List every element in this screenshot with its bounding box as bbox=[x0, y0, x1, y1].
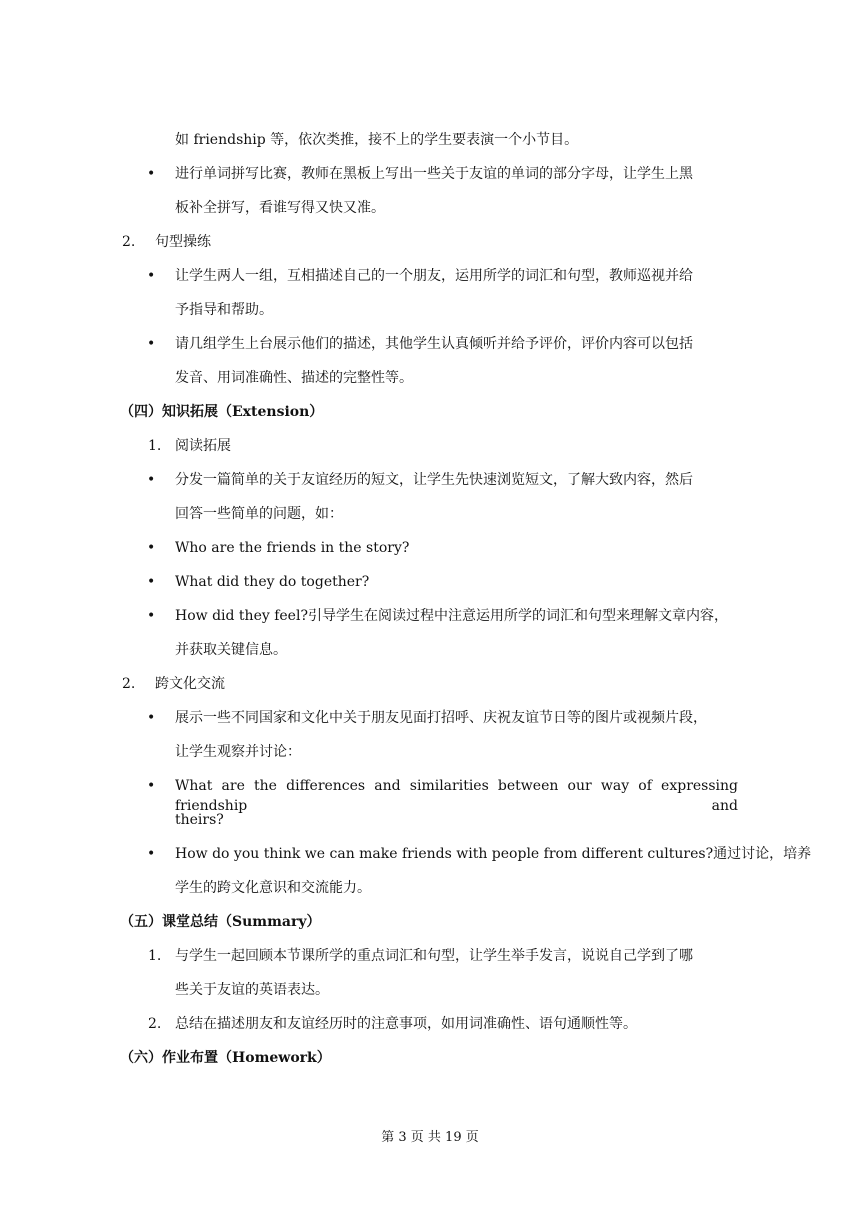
paragraph-line: 让学生两人一组，互相描述自己的一个朋友，运用所学的词汇和句型，教师巡视并给 bbox=[175, 268, 693, 284]
paragraph-line: What did they do together? bbox=[175, 574, 370, 590]
section-title: 句型操练 bbox=[155, 234, 211, 250]
paragraph-line: 学生的跨文化意识和交流能力。 bbox=[175, 880, 371, 896]
bullet-icon: • bbox=[147, 608, 156, 624]
paragraph-line: 与学生一起回顾本节课所学的重点词汇和句型，让学生举手发言，说说自己学到了哪 bbox=[175, 948, 693, 964]
section-heading: （六）作业布置（Homework） bbox=[120, 1050, 331, 1066]
list-number: 2. bbox=[148, 1016, 162, 1032]
paragraph-line: 让学生观察并讨论： bbox=[175, 744, 301, 760]
paragraph-line: 些关于友谊的英语表达。 bbox=[175, 982, 329, 998]
paragraph-line: 展示一些不同国家和文化中关于朋友见面打招呼、庆祝友谊节日等的图片或视频片段， bbox=[175, 710, 707, 726]
paragraph-line: Who are the friends in the story? bbox=[175, 540, 410, 556]
paragraph-line: 回答一些简单的问题，如： bbox=[175, 506, 343, 522]
section-title: 阅读拓展 bbox=[175, 438, 231, 454]
paragraph-line: 分发一篇简单的关于友谊经历的短文，让学生先快速浏览短文，了解大致内容，然后 bbox=[175, 472, 693, 488]
bullet-icon: • bbox=[147, 778, 156, 794]
paragraph-line: 如 friendship 等，依次类推，接不上的学生要表演一个小节目。 bbox=[175, 132, 579, 148]
bullet-icon: • bbox=[147, 846, 156, 862]
paragraph-line: What are the differences and similarities between our way of expressing friendship and bbox=[175, 778, 738, 814]
paragraph-line: theirs? bbox=[175, 812, 224, 828]
page-footer: 第 3 页 共 19 页 bbox=[381, 1130, 479, 1145]
list-number: 1. bbox=[148, 438, 162, 454]
bullet-icon: • bbox=[147, 710, 156, 726]
paragraph-line: 进行单词拼写比赛，教师在黑板上写出一些关于友谊的单词的部分字母，让学生上黑 bbox=[175, 166, 693, 182]
paragraph-line: 并获取关键信息。 bbox=[175, 642, 287, 658]
section-heading: （四）知识拓展（Extension） bbox=[120, 404, 324, 420]
bullet-icon: • bbox=[147, 268, 156, 284]
bullet-icon: • bbox=[147, 336, 156, 352]
bullet-icon: • bbox=[147, 166, 156, 182]
paragraph-line: 总结在描述朋友和友谊经历时的注意事项，如用词准确性、语句通顺性等。 bbox=[175, 1016, 637, 1032]
paragraph-line: How did they feel?引导学生在阅读过程中注意运用所学的词汇和句型来理解文章内容， bbox=[175, 608, 728, 624]
paragraph-line: 请几组学生上台展示他们的描述，其他学生认真倾听并给予评价，评价内容可以包括 bbox=[175, 336, 693, 352]
list-number: 2. bbox=[122, 234, 136, 250]
list-number: 1. bbox=[148, 948, 162, 964]
bullet-icon: • bbox=[147, 574, 156, 590]
bullet-icon: • bbox=[147, 540, 156, 556]
paragraph-line: How do you think we can make friends with people from different cultures?通过讨论，培养 bbox=[175, 846, 812, 862]
paragraph-line: 予指导和帮助。 bbox=[175, 302, 273, 318]
bullet-icon: • bbox=[147, 472, 156, 488]
section-title: 跨文化交流 bbox=[155, 676, 225, 692]
paragraph-line: 板补全拼写，看谁写得又快又准。 bbox=[175, 200, 385, 216]
list-number: 2. bbox=[122, 676, 136, 692]
section-heading: （五）课堂总结（Summary） bbox=[120, 914, 321, 930]
paragraph-line: 发音、用词准确性、描述的完整性等。 bbox=[175, 370, 413, 386]
